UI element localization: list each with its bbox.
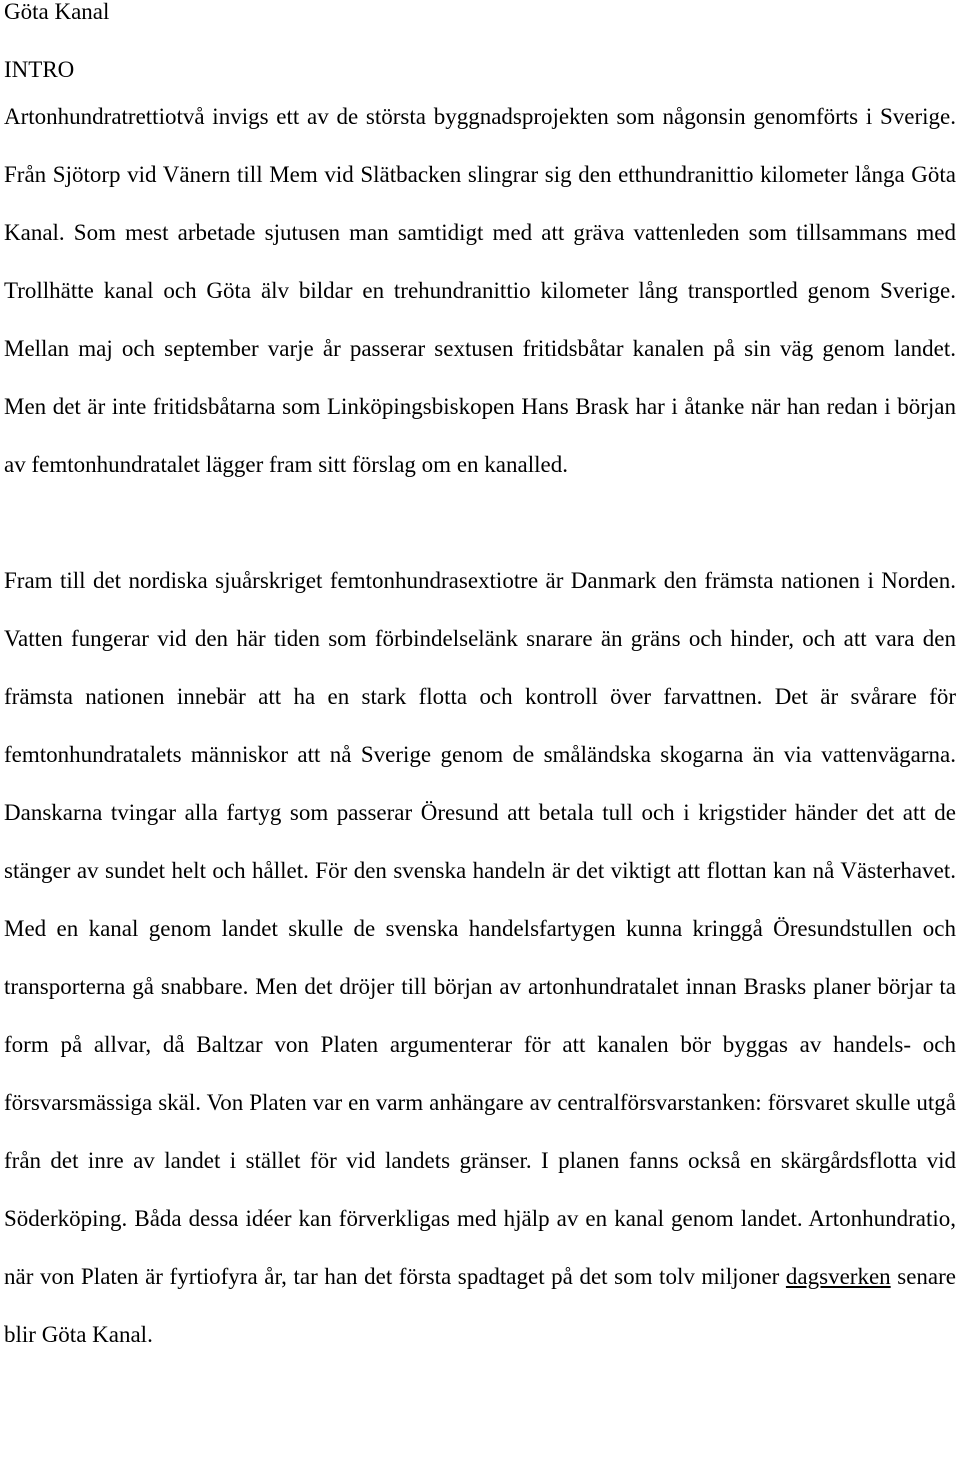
dagsverken-link[interactable]: dagsverken <box>785 1264 891 1289</box>
paragraph-2-text-after-link: senare blir Göta Kanal. <box>4 1264 956 1347</box>
paragraph-2-text-before-link: Fram till det nordiska sjuårskriget femtonhundrasextiotre är Danmark den främsta nationen i Norden. Vatten fungerar vid den här tiden som förbindelselänk snarare än gräns och hinder, och att vara den främsta nationen innebär att ha en stark flotta och kontroll över farvattnen. Det är svårare för femtonhundratalets människor att nå Sverige genom de småländska skogarna än via vattenvägarna. Danskarna tvingar alla fartyg som passerar Öresund att betala tull och i krigstider händer det att de stänger av sundet helt och hållet. För den svenska handeln är det viktigt att flottan kan nå Västerhavet. Med en kanal genom landet skulle de svenska handelsfartygen kunna kringgå Öresundstullen och transporterna gå snabbare. Men det dröjer till början av artonhundratalet innan Brasks planer börjar ta form på allvar, då Baltzar von Platen argumenterar för att kanalen bör byggas av handels- och försvarsmässiga skäl. Von Platen var en varm anhängare av centralförsvarstanken: försvaret skulle utgå från det inre av landet i stället för vid landets gränser. I planen fanns också en skärgårdsflotta vid Söderköping. Båda dessa idéer kan förverkligas med hjälp av en kanal genom landet. Artonhundratio, när von Platen är fyrtiofyra år, tar han det första spadtaget på det som tolv miljoner <box>4 568 956 1289</box>
intro-paragraph-1: Artonhundratrettiotvå invigs ett av de största byggnadsprojekten som någonsin genomförts i Sverige. Från Sjötorp vid Vänern till Mem vid Slätbacken slingrar sig den etthundranittio kilometer långa Göta Kanal. Som mest arbetade sjutusen man samtidigt med att gräva vattenleden som tillsammans med Trollhätte kanal och Göta älv bildar en trehundranittio kilometer lång transportled genom Sverige. Mellan maj och september varje år passerar sextusen fritidsbåtar kanalen på sin väg genom landet. Men det är inte fritidsbåtarna som Linköpingsbiskopen Hans Brask har i åtanke när han redan i början av femtonhundratalet lägger fram sitt förslag om en kanalled. <box>4 104 956 477</box>
intro-paragraph-2 <box>4 552 956 1364</box>
document-page <box>4 0 956 1364</box>
section-heading-intro: INTRO <box>4 57 75 82</box>
document-title: Göta Kanal <box>4 0 110 24</box>
